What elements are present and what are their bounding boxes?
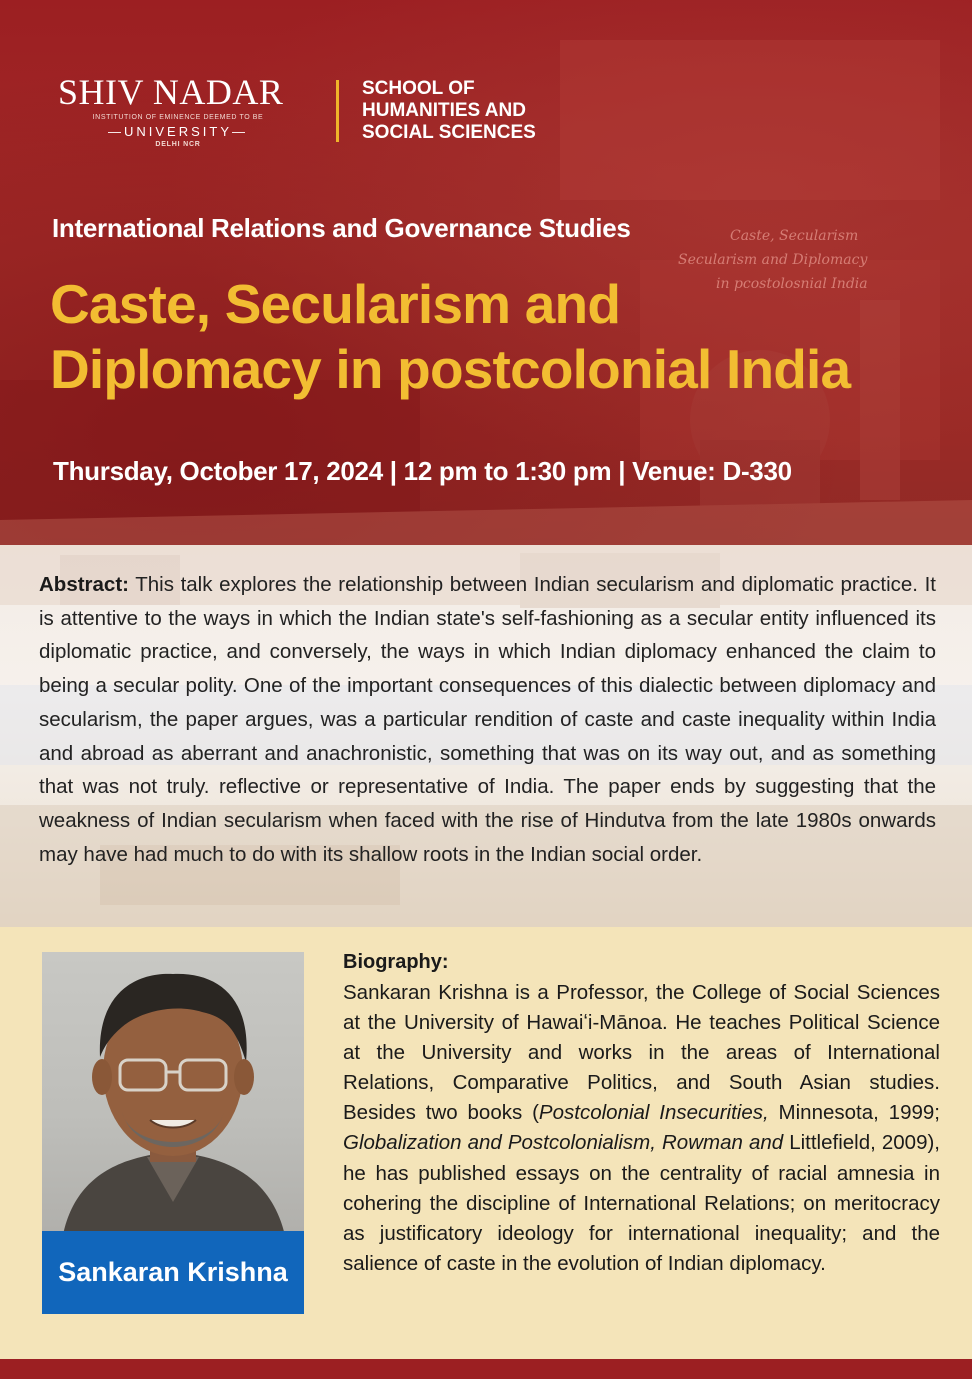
bio-book-1: Postcolonial Insecurities, (538, 1101, 769, 1125)
event-datetime: Thursday, October 17, 2024 | 12 pm to 1:30 pm | Venue: D-330 (53, 456, 792, 486)
logo-rule-right: — (232, 124, 248, 139)
speaker-portrait-illustration (42, 952, 304, 1240)
abstract-section (0, 545, 972, 927)
biography-heading: Biography: (343, 951, 449, 973)
script-line-3: in pcostolosnial India (716, 276, 868, 292)
logo-rule-left: — (107, 124, 124, 139)
school-line-1: SCHOOL OF (362, 78, 475, 99)
event-title (50, 272, 950, 402)
university-logo (58, 72, 308, 148)
speaker-name-plate: Sankaran Krishna (42, 1231, 304, 1314)
program-name: International Relations and Governance Studies (52, 213, 631, 243)
logo-tagline: INSTITUTION OF EMINENCE DEEMED TO BE (92, 114, 264, 121)
bio-book-2: Globalization and Postcolonialism, Rowman and (343, 1131, 784, 1155)
script-line-2: Secularism and Diplomacy (678, 252, 868, 268)
bio-text-part-1: Sankaran Krishna is a Professor, the College of Social Sciences at the University of Hawaiʻi-Mānoa. He teaches Political Science at the University and works in the areas of International Relations, Comparative Politics, and South Asian studies. Besides two books ( (343, 981, 940, 1125)
speaker-photo (42, 952, 304, 1240)
logo-name: SHIV NADAR (58, 72, 284, 112)
logo-divider (336, 80, 339, 142)
logo-location: DELHI NCR (155, 141, 201, 148)
logo-university (58, 124, 298, 139)
logo-university-text: UNIVERSITY (123, 124, 232, 139)
title-line-2: Diplomacy in postcolonial India (50, 338, 851, 400)
bio-text-part-2: Minnesota, 1999; (768, 1101, 940, 1125)
school-line-2: HUMANITIES AND (362, 100, 526, 121)
title-line-1: Caste, Secularism and (50, 273, 621, 335)
bio-text-part-3: Littlefield, 2009), he has published essays on the centrality of racial amnesia in cohering the discipline of International Relations; on meritocracy as justificatory ideology for international inequality; and the salience of caste in the evolution of Indian diplomacy. (343, 1131, 940, 1275)
biography-text (343, 978, 940, 1279)
school-line-3: SOCIAL SCIENCES (362, 122, 536, 143)
biography-section (0, 927, 972, 1359)
abstract-body: This talk explores the relationship between Indian secularism and diplomatic practice. It is attentive to the ways in which the Indian state's self-fashioning as a secular entity influenced its diplomatic practice, and conversely, the ways in which Indian diplomacy enhanced the claim to being a secular polity. One of the important consequences of this dialectic between diplomacy and secularism, the paper argues, was a particular rendition of caste and caste inequality within India and abroad as aberrant and anachronistic, something that was on its way out, and as something that was not truly. reflective or representative of India. The paper ends by suggesting that the weakness of Indian secularism when faced with the rise of Hindutva from the late 1980s onwards may have had much to do with its shallow roots in the Indian social order. (39, 573, 936, 866)
abstract-label: Abstract: (39, 573, 129, 596)
script-line-1: Caste, Secularism (730, 228, 859, 244)
footer-bar (0, 1359, 972, 1379)
header-banner (0, 0, 972, 545)
abstract-text (39, 568, 936, 871)
school-name (362, 78, 622, 144)
